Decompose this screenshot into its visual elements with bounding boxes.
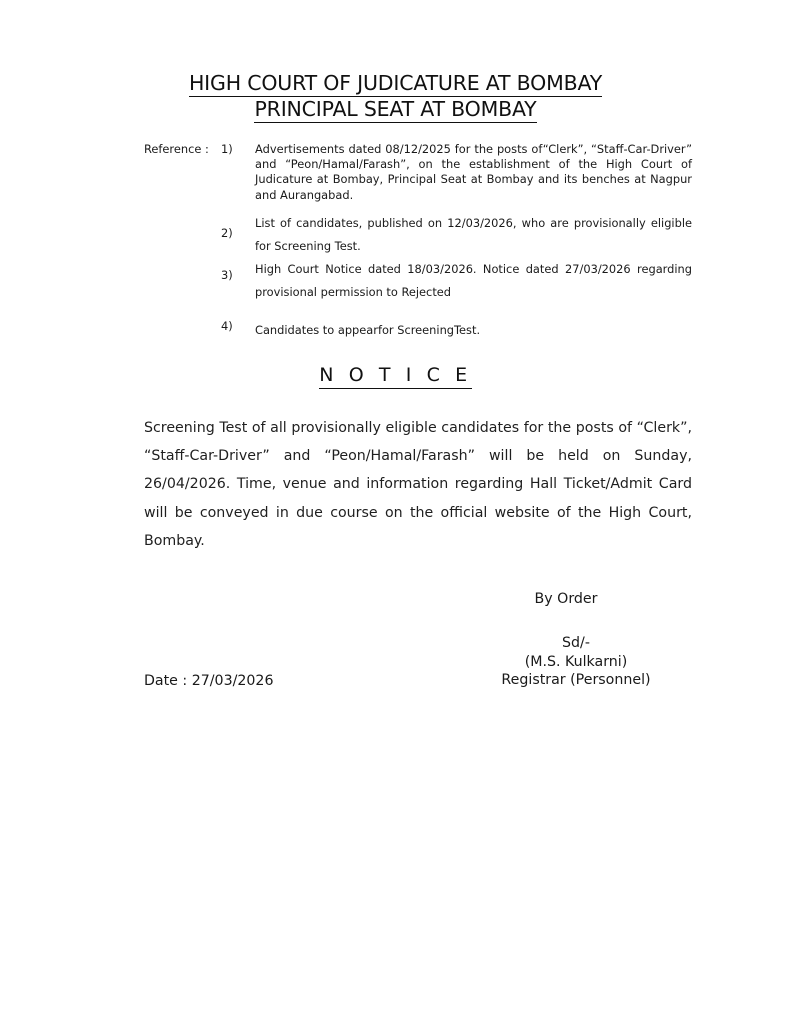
reference-item-text: Advertisements dated 08/12/2025 for the posts of“Clerk”, “Staff-Car-Driver” and “Peon/Hamal/Farash”, on the establishment of the High Court of Judicature at Bombay, Principal Seat at Bombay and its benches at Nagpur and Aurangabad.	[255, 142, 692, 202]
title-line-2	[0, 96, 791, 122]
document-date: Date : 27/03/2026	[144, 673, 274, 689]
signatory-designation: Registrar (Personnel)	[501, 672, 651, 689]
reference-label: Reference :	[144, 142, 209, 156]
signatory-name: (M.S. Kulkarni)	[524, 653, 628, 670]
notice-body-paragraph: Screening Test of all provisionally eligible candidates for the posts of “Clerk”, “Staff-Car-Driver” and “Peon/Hamal/Farash” will be held on Sunday, 26/04/2026. Time, venue and information regarding Hall Ticket/Admit Card will be conveyed in due course on the official website of the High Court, Bombay.	[144, 420, 692, 549]
reference-item-marker: 1)	[221, 142, 233, 156]
signature-sd: Sd/-	[562, 635, 590, 651]
reference-item-text: Candidates to appearfor ScreeningTest.	[255, 322, 481, 337]
reference-item	[221, 258, 692, 304]
notice-heading	[0, 364, 791, 386]
title-line-1-text: HIGH COURT OF JUDICATURE AT BOMBAY	[188, 71, 603, 95]
reference-item	[221, 142, 692, 203]
reference-item	[221, 319, 692, 342]
reference-item-marker: 3)	[221, 267, 233, 282]
title-line-1	[0, 70, 791, 96]
by-order-label: By Order	[534, 591, 598, 607]
reference-list	[221, 142, 692, 342]
title-line-2-text: PRINCIPAL SEAT AT BOMBAY	[254, 97, 537, 121]
reference-item-marker: 2)	[221, 225, 233, 240]
reference-item	[221, 212, 692, 258]
reference-item-text: List of candidates, published on 12/03/2026, who are provisionally eligible for Screening Test.	[255, 215, 692, 253]
document-header	[0, 70, 791, 122]
reference-section	[144, 142, 692, 342]
reference-item-text: High Court Notice dated 18/03/2026. Notice dated 27/03/2026 regarding provisional permission to Rejected	[255, 261, 692, 299]
signature-block	[446, 634, 706, 690]
notice-heading-text: N O T I C E	[319, 364, 471, 389]
reference-item-marker: 4)	[221, 318, 233, 333]
